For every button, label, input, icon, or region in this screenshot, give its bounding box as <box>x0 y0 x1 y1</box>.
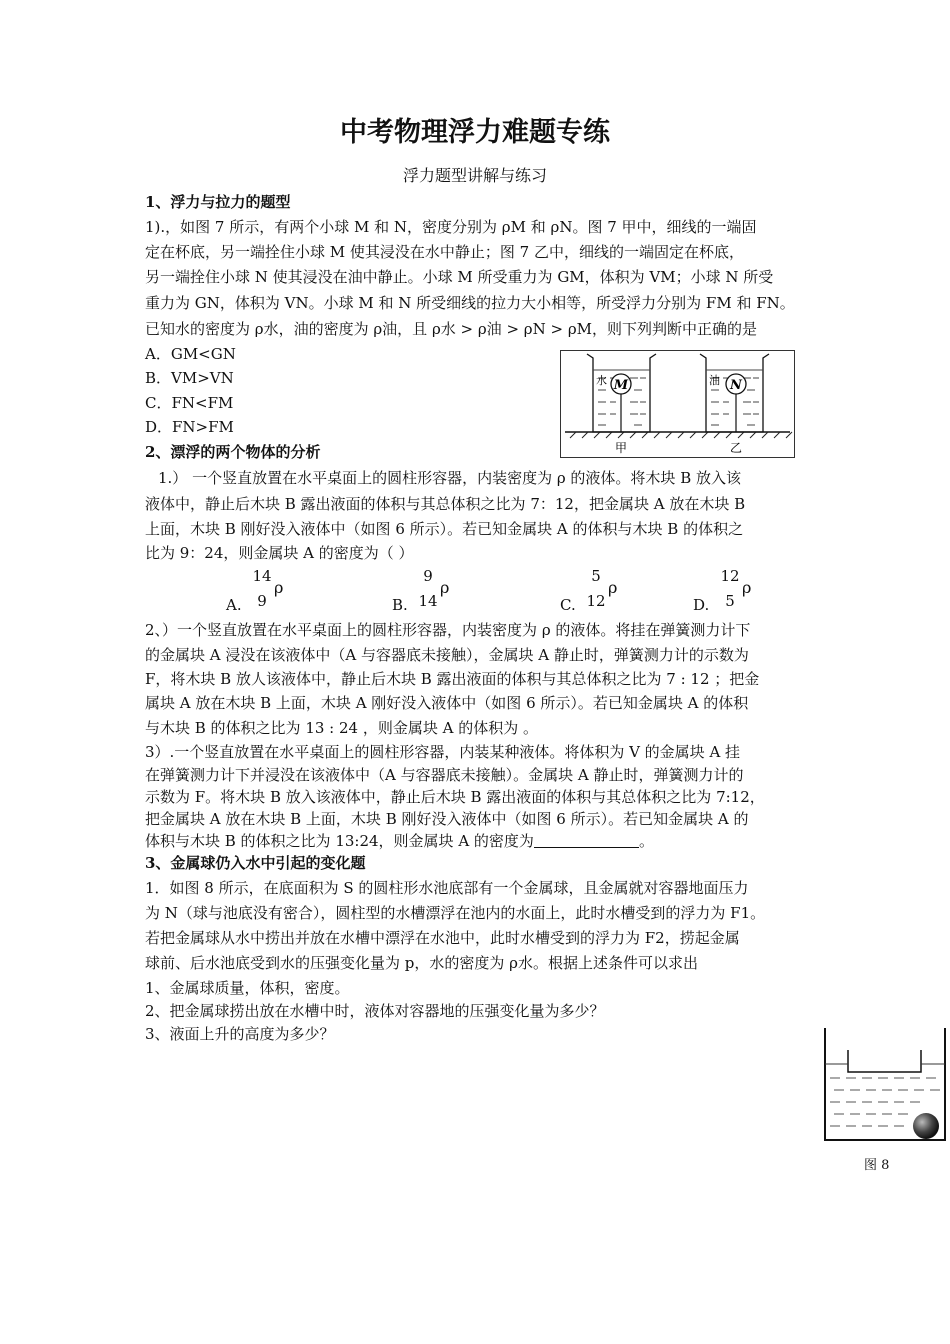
rho-symbol: ρ <box>608 578 618 597</box>
answer-blank[interactable] <box>534 833 639 848</box>
paragraph-line: 的金属块 A 浸没在该液体中（A 与容器底未接触），金属块 A 静止时，弹簧测力计的示数为 <box>145 646 749 664</box>
fraction-denominator: 5 <box>725 592 735 610</box>
paragraph-line: 把金属块 A 放在木块 B 上面，木块 B 刚好没入液体中（如图 6 所示）。若已知金属块 A 的 <box>145 810 749 828</box>
paragraph-line: 在弹簧测力计下并浸没在该液体中（A 与容器底未接触）。金属块 A 静止时，弹簧测力计的 <box>145 766 744 784</box>
fraction-option-letter: B. <box>392 596 408 614</box>
paragraph-line: 为 N（球与池底没有密合），圆柱型的水槽漂浮在池内的水面上，此时水槽受到的浮力为 F1。 <box>145 904 766 922</box>
figure-7-beakers <box>560 350 795 458</box>
paragraph-line: 1.） 一个竖直放置在水平桌面上的圆柱形容器，内装密度为 ρ 的液体。将木块 B 放入该 <box>158 469 741 487</box>
figure-caption: 图 8 <box>864 1158 890 1173</box>
fraction-numerator: 14 <box>252 567 272 585</box>
question-item: 2、把金属球捞出放在水槽中时，液体对容器地的压强变化量为多少？ <box>145 1002 605 1020</box>
fraction-option-letter: C. <box>560 596 576 614</box>
paragraph-line: 属块 A 放在木块 B 上面，木块 A 刚好没入液体中（如图 6 所示）。若已知金属块 A 的体积 <box>145 694 749 712</box>
paragraph-line: 球前、后水池底受到水的压强变化量为 p，水的密度为 ρ水。根据上述条件可以求出 <box>145 954 698 972</box>
paragraph-line: 与木块 B 的体积之比为 13 : 24 ，则金属块 A 的体积为 。 <box>145 719 538 737</box>
paragraph-line: 1．如图 8 所示，在底面积为 S 的圆柱形水池底部有一个金属球，且金属就对容器地面压力 <box>145 879 749 897</box>
fraction-option-letter: A. <box>226 596 242 614</box>
oil-label: 油 <box>709 374 720 387</box>
water-label: 水 <box>596 374 607 387</box>
paragraph-line: 重力为 GN，体积为 VN。小球 M 和 N 所受细线的拉力大小相等，所受浮力分别为 FM 和 FN。 <box>145 294 795 312</box>
paragraph-line: 1).，如图 7 所示，有两个小球 M 和 N，密度分别为 ρM 和 ρN。图 7 甲中，细线的一端固 <box>145 218 757 236</box>
fraction-denominator: 12 <box>586 592 606 610</box>
paragraph-line: 示数为 F。将木块 B 放入该液体中，静止后木块 B 露出液面的体积与其总体积之比为 7:12， <box>145 788 765 806</box>
paragraph-line: F，将木块 B 放人该液体中，静止后木块 B 露出液面的体积与其总体积之比为 7 : 12 ；把金 <box>145 670 760 688</box>
page-subtitle: 浮力题型讲解与练习 <box>402 166 547 185</box>
ball-m-label: M <box>613 378 629 393</box>
paragraph-line: 另一端拴住小球 N 使其浸没在油中静止。小球 M 所受重力为 GM，体积为 VM；小球 N 所受 <box>145 268 774 286</box>
paragraph-line: 比为 9：24，则金属块 A 的密度为（ ） <box>145 544 414 562</box>
section-heading: 3、金属球仍入水中引起的变化题 <box>145 854 366 872</box>
paragraph-line: 液体中，静止后木块 B 露出液面的体积与其总体积之比为 7：12，把金属块 A 放在木块 B <box>145 495 746 513</box>
fraction-numerator: 12 <box>720 567 740 585</box>
paragraph-line <box>145 830 654 852</box>
paragraph-line: 已知水的密度为 ρ水，油的密度为 ρ油，且 ρ水 > ρ油 > ρN > ρM，则下列判断中正确的是 <box>145 320 758 338</box>
question-item: 1、金属球质量，体积，密度。 <box>145 979 350 997</box>
paragraph-line: 2、）一个竖直放置在水平桌面上的圆柱形容器，内装密度为 ρ 的液体。将挂在弹簧测力计下 <box>145 621 751 639</box>
rho-symbol: ρ <box>742 578 752 597</box>
caption-yi: 乙 <box>729 441 743 455</box>
ball-n-label: N <box>730 378 742 393</box>
fraction-denominator: 14 <box>418 592 438 610</box>
question-item: 3、液面上升的高度为多少？ <box>145 1025 335 1043</box>
paragraph-line: 定在杯底，另一端拴住小球 M 使其浸没在水中静止；图 7 乙中，细线的一端固定在杯底， <box>145 243 744 261</box>
fraction-numerator: 9 <box>423 567 433 585</box>
section-heading: 2、漂浮的两个物体的分析 <box>145 443 321 461</box>
option-d: D．FN>FM <box>145 418 234 436</box>
paragraph-line: 若把金属球从水中捞出并放在水槽中漂浮在水池中，此时水槽受到的浮力为 F2，捞起金属 <box>145 929 740 947</box>
fraction-option-letter: D. <box>693 596 710 614</box>
fraction-denominator: 9 <box>257 592 267 610</box>
page-title: 中考物理浮力难题专练 <box>340 117 610 148</box>
paragraph-line: 上面，木块 B 刚好没入液体中（如图 6 所示）。若已知金属块 A 的体积与木块 B 的体积之 <box>145 520 744 538</box>
metal-ball <box>913 1113 939 1139</box>
caption-jia: 甲 <box>614 441 628 455</box>
figure-8-pool <box>820 1020 950 1148</box>
option-a: A．GM<GN <box>145 345 236 363</box>
sentence-end: 。 <box>638 832 654 850</box>
option-b: B．VM>VN <box>145 369 234 387</box>
rho-symbol: ρ <box>440 578 450 597</box>
section-heading: 1、浮力与拉力的题型 <box>145 193 291 211</box>
rho-symbol: ρ <box>274 578 284 597</box>
paragraph-line: 3）.一个竖直放置在水平桌面上的圆柱形容器，内装某种液体。将体积为 V 的金属块 A 挂 <box>145 743 741 761</box>
fraction-numerator: 5 <box>591 567 601 585</box>
option-c: C．FN<FM <box>145 394 234 412</box>
paragraph-text: 体积与木块 B 的体积之比为 13:24，则金属块 A 的密度为 <box>145 832 534 850</box>
